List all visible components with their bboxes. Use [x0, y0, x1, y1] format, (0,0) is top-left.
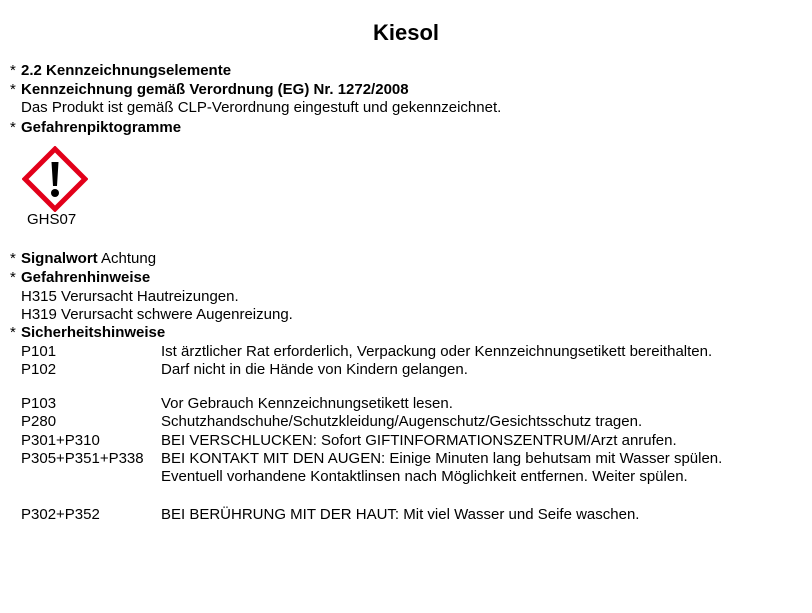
pictogram-label: GHS07: [27, 211, 77, 228]
precaution-text: Darf nicht in die Hände von Kindern gelangen.: [161, 361, 468, 378]
precaution-text: BEI KONTAKT MIT DEN AUGEN: Einige Minuten lang behutsam mit Wasser spülen. Eventuell vorhandene Kontaktlinsen nach Möglichkeit entfernen. Weiter spülen.: [161, 450, 723, 485]
precaution-code: P102: [21, 361, 57, 378]
hazard-statement: H319 Verursacht schwere Augenreizung.: [21, 306, 293, 323]
asterisk-marker: *: [10, 81, 16, 98]
asterisk-marker: *: [10, 119, 16, 136]
asterisk-marker: *: [10, 324, 16, 341]
signal-heading: Signalwort: [21, 250, 98, 267]
precaution-text: Schutzhandschuhe/Schutzkleidung/Augenschutz/Gesichtsschutz tragen.: [161, 413, 643, 430]
precaution-code: P103: [21, 395, 57, 412]
asterisk-marker: *: [10, 269, 16, 286]
regulation-heading: Kennzeichnung gemäß Verordnung (EG) Nr. 1272/2008: [21, 81, 409, 98]
regulation-text: Das Produkt ist gemäß CLP-Verordnung eingestuft und gekennzeichnet.: [21, 99, 502, 116]
hazard-heading: Gefahrenhinweise: [21, 269, 151, 286]
precaution-text: Vor Gebrauch Kennzeichnungsetikett lesen.: [161, 395, 453, 412]
asterisk-marker: *: [10, 62, 16, 79]
precaution-text: Ist ärztlicher Rat erforderlich, Verpackung oder Kennzeichnungsetikett bereithalten.: [161, 343, 713, 360]
signal-word: [21, 250, 156, 268]
precaution-code: P280: [21, 413, 57, 430]
precaution-code: P101: [21, 343, 57, 360]
precaution-code: P301+P310: [21, 432, 100, 449]
precaution-text: BEI BERÜHRUNG MIT DER HAUT: Mit viel Wasser und Seife waschen.: [161, 506, 640, 523]
section-heading: 2.2 Kennzeichnungselemente: [21, 62, 232, 79]
precaution-heading: Sicherheitshinweise: [21, 324, 166, 341]
pictograms-heading: Gefahrenpiktogramme: [21, 119, 182, 136]
exclamation-hazard-icon: [22, 146, 88, 212]
hazard-statement: H315 Verursacht Hautreizungen.: [21, 288, 239, 305]
precaution-text: BEI VERSCHLUCKEN: Sofort GIFTINFORMATIONSZENTRUM/Arzt anrufen.: [161, 432, 677, 449]
precaution-code: P305+P351+P338: [21, 450, 144, 467]
precaution-code: P302+P352: [21, 506, 100, 523]
asterisk-marker: *: [10, 250, 16, 267]
signal-value: Achtung: [101, 250, 157, 267]
document-title: Kiesol: [372, 20, 440, 45]
